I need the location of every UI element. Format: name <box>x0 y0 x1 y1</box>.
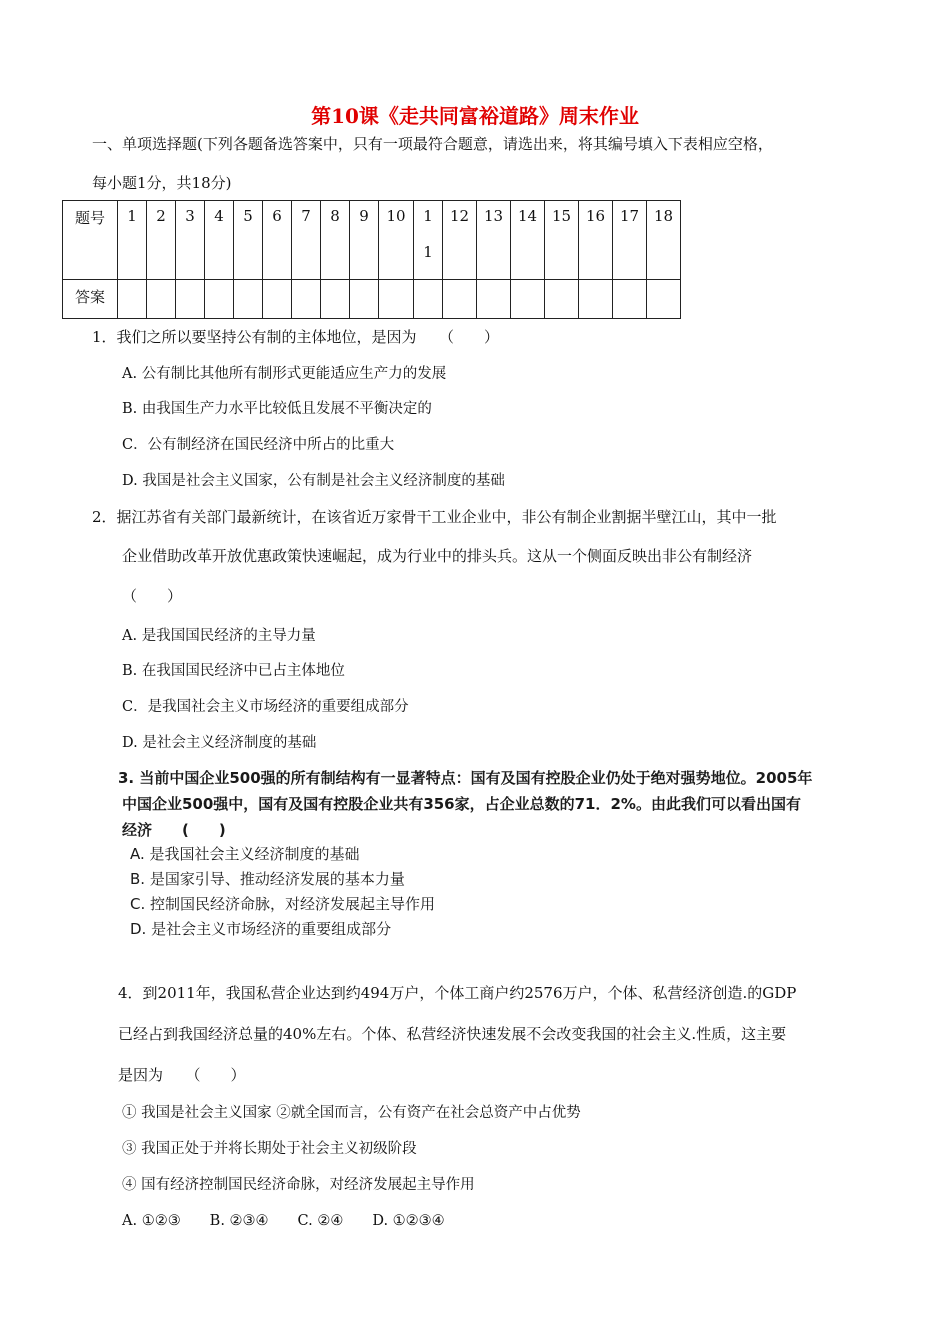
number-cell: 14 <box>511 201 545 280</box>
q3-option-c: C. 控制国民经济命脉，对经济发展起主导作用 <box>130 895 436 913</box>
q4-choices: A. ①②③ B. ②③④ C. ②④ D. ①②③④ <box>122 1213 445 1229</box>
answer-cell[interactable] <box>321 280 350 319</box>
page-title: 第10课《走共同富裕道路》周末作业 <box>311 104 639 128</box>
q4-statement-1-2: ① 我国是社会主义国家 ②就全国而言，公有资产在社会总资产中占优势 <box>122 1105 581 1121</box>
number-cell: 13 <box>477 201 511 280</box>
answer-cell[interactable] <box>443 280 477 319</box>
answer-cell[interactable] <box>379 280 414 319</box>
answer-cell[interactable] <box>477 280 511 319</box>
q2-option-b: B. 在我国国民经济中已占主体地位 <box>122 663 345 679</box>
q3-option-d: D. 是社会主义市场经济的重要组成部分 <box>130 920 392 938</box>
q4-stem: 4．到2011年，我国私营企业达到约494万户，个体工商户约2576万户，个体、私营经济创造.的GDP <box>118 984 797 1002</box>
q3-option-a: A. 是我国社会主义经济制度的基础 <box>130 845 360 863</box>
number-cell: 12 <box>443 201 477 280</box>
answer-cell[interactable] <box>545 280 579 319</box>
answer-cell[interactable] <box>292 280 321 319</box>
number-cell: 6 <box>263 201 292 280</box>
answer-cell[interactable] <box>147 280 176 319</box>
number-cell: 3 <box>176 201 205 280</box>
q2-option-d: D. 是社会主义经济制度的基础 <box>122 735 317 751</box>
q3-stem-cont: 中国企业500强中，国有及国有控股企业共有356家，占企业总数的71．2%。由此我们可以看出国有 <box>122 795 801 813</box>
number-row-label: 题号 <box>63 201 118 280</box>
answer-cell[interactable] <box>176 280 205 319</box>
q1-option-d: D. 我国是社会主义国家，公有制是社会主义经济制度的基础 <box>122 473 505 489</box>
q3-option-b: B. 是国家引导、推动经济发展的基本力量 <box>130 870 405 888</box>
answer-cell[interactable] <box>613 280 647 319</box>
q3-stem: 3. 当前中国企业500强的所有制结构有一显著特点：国有及国有控股企业仍处于绝对强势地位。2005年 <box>118 769 813 787</box>
number-cell: 4 <box>205 201 234 280</box>
q2-stem-cont: 企业借助改革开放优惠政策快速崛起，成为行业中的排头兵。这从一个侧面反映出非公有制经济 <box>122 547 753 565</box>
q1-option-a: A. 公有制比其他所有制形式更能适应生产力的发展 <box>122 366 447 382</box>
number-cell: 1 1 <box>414 201 443 280</box>
answer-row-label: 答案 <box>63 280 118 319</box>
number-cell: 15 <box>545 201 579 280</box>
number-cell: 1 <box>118 201 147 280</box>
number-cell: 16 <box>579 201 613 280</box>
answer-cell[interactable] <box>205 280 234 319</box>
answer-row <box>63 280 681 319</box>
q3-stem-paren: 经济 ( ) <box>122 821 226 839</box>
q2-option-c: C．是我国社会主义市场经济的重要组成部分 <box>122 699 409 715</box>
answer-cell[interactable] <box>511 280 545 319</box>
answer-cell[interactable] <box>414 280 443 319</box>
number-cell: 8 <box>321 201 350 280</box>
q1-option-c: C．公有制经济在国民经济中所占的比重大 <box>122 437 395 453</box>
answer-table <box>62 200 681 319</box>
q2-stem-paren: （ ） <box>122 587 183 605</box>
number-cell: 18 <box>647 201 681 280</box>
answer-cell[interactable] <box>118 280 147 319</box>
number-cell: 5 <box>234 201 263 280</box>
section-heading-cont: 每小题1分，共18分) <box>92 174 232 192</box>
answer-cell[interactable] <box>579 280 613 319</box>
q1-stem: 1．我们之所以要坚持公有制的主体地位，是因为 （ ） <box>92 328 500 346</box>
q4-statement-3: ③ 我国正处于并将长期处于社会主义初级阶段 <box>122 1141 417 1157</box>
number-row <box>63 201 681 280</box>
q2-option-a: A. 是我国国民经济的主导力量 <box>122 628 316 644</box>
answer-cell[interactable] <box>350 280 379 319</box>
q2-stem: 2．据江苏省有关部门最新统计，在该省近万家骨干工业企业中，非公有制企业割据半壁江山，其中一批 <box>92 508 777 526</box>
q4-statement-4: ④ 国有经济控制国民经济命脉，对经济发展起主导作用 <box>122 1177 475 1193</box>
number-cell: 7 <box>292 201 321 280</box>
q1-option-b: B. 由我国生产力水平比较低且发展不平衡决定的 <box>122 401 432 417</box>
number-cell: 2 <box>147 201 176 280</box>
number-cell: 10 <box>379 201 414 280</box>
section-heading: 一、单项选择题(下列各题备选答案中，只有一项最符合题意，请选出来，将其编号填入下表相应空格， <box>92 135 773 153</box>
q4-stem-cont: 已经占到我国经济总量的40%左右。个体、私营经济快速发展不会改变我国的社会主义.性质，这主要 <box>118 1025 787 1043</box>
answer-cell[interactable] <box>234 280 263 319</box>
number-cell: 17 <box>613 201 647 280</box>
answer-cell[interactable] <box>647 280 681 319</box>
q4-stem-paren: 是因为 （ ） <box>118 1066 246 1084</box>
number-cell: 9 <box>350 201 379 280</box>
answer-cell[interactable] <box>263 280 292 319</box>
